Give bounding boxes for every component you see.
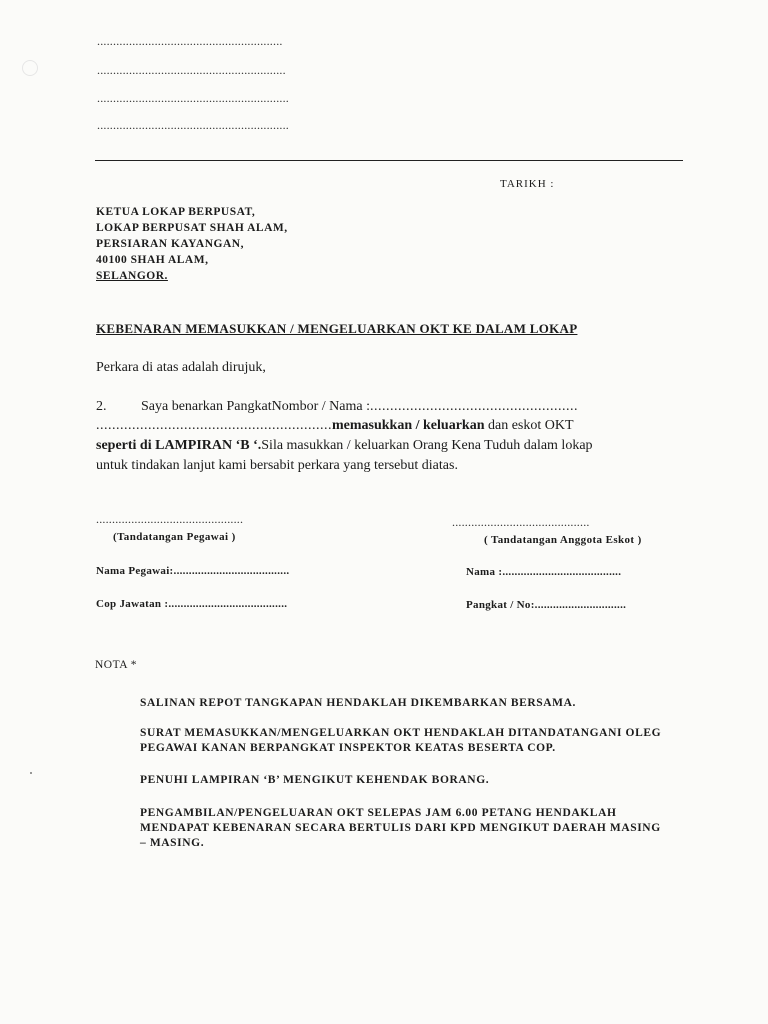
blank-line: ............................................................ (97, 118, 289, 132)
scan-mark (30, 772, 32, 774)
nota-item: SURAT MEMASUKKAN/MENGELUARKAN OKT HENDAKLAH DITANDATANGANI OLEG PEGAWAI KANAN BERPANGKAT INSPEKTOR KEATAS BESERTA COP. (140, 727, 662, 754)
header-divider (95, 160, 683, 161)
paragraph-bold-text: seperti di LAMPIRAN ‘B ‘. (96, 438, 262, 453)
fill-in-dots: ........................................................... (96, 418, 332, 433)
nama-pegawai-field: Nama Pegawai:...................................... (96, 565, 290, 577)
signature-caption-right: ( Tandatangan Anggota Eskot ) (484, 534, 642, 546)
cop-jawatan-field: Cop Jawatan :....................................... (96, 598, 288, 610)
blank-line: ............................................................ (97, 91, 289, 105)
nota-item: PENUHI LAMPIRAN ‘B’ MENGIKUT KEHENDAK BORANG. (140, 774, 490, 786)
paragraph-line (96, 436, 593, 455)
paragraph-line: untuk tindakan lanjut kami bersabit perkara yang tersebut diatas. (96, 458, 458, 473)
paragraph-line (141, 397, 578, 416)
paragraph-text: dan eskot OKT (484, 418, 574, 433)
nama-field: Nama :....................................... (466, 566, 622, 578)
salutation: Perkara di atas adalah dirujuk, (96, 360, 266, 375)
signature-line-right: ........................................... (452, 515, 590, 529)
paragraph-text: Saya benarkan PangkatNombor / Nama : (141, 399, 370, 414)
address-line: KETUA LOKAP BERPUSAT, (96, 206, 256, 218)
nota-item: SALINAN REPOT TANGKAPAN HENDAKLAH DIKEMBARKAN BERSAMA. (140, 697, 577, 709)
address-line: 40100 SHAH ALAM, (96, 254, 209, 266)
nota-title: NOTA * (95, 659, 138, 671)
pangkat-no-field: Pangkat / No:.............................. (466, 599, 627, 611)
address-line: SELANGOR. (96, 270, 168, 282)
subject-heading: KEBENARAN MEMASUKKAN / MENGELUARKAN OKT KE DALAM LOKAP (96, 321, 578, 336)
scan-mark (22, 60, 38, 76)
paragraph-text: Sila masukkan / keluarkan Orang Kena Tuduh dalam lokap (261, 438, 593, 453)
paragraph-line (96, 416, 574, 435)
blank-line: ........................................................... (97, 63, 286, 77)
address-line: PERSIARAN KAYANGAN, (96, 238, 244, 250)
paragraph-number: 2. (96, 399, 107, 414)
signature-caption-left: (Tandatangan Pegawai ) (113, 531, 236, 543)
paragraph-bold-text: memasukkan / keluarkan (332, 418, 485, 433)
fill-in-dots: .................................................... (370, 399, 578, 414)
address-line: LOKAP BERPUSAT SHAH ALAM, (96, 222, 288, 234)
nota-item: PENGAMBILAN/PENGELUARAN OKT SELEPAS JAM 6.00 PETANG HENDAKLAH MENDAPAT KEBENARAN SECARA BERTULIS DARI KPD MENGIKUT DAERAH MASING – MASING. (140, 807, 661, 849)
tarikh-label: TARIKH : (500, 178, 555, 190)
signature-line-left: .............................................. (96, 512, 244, 526)
blank-line: .......................................................... (97, 34, 283, 48)
recipient-address (96, 204, 288, 284)
